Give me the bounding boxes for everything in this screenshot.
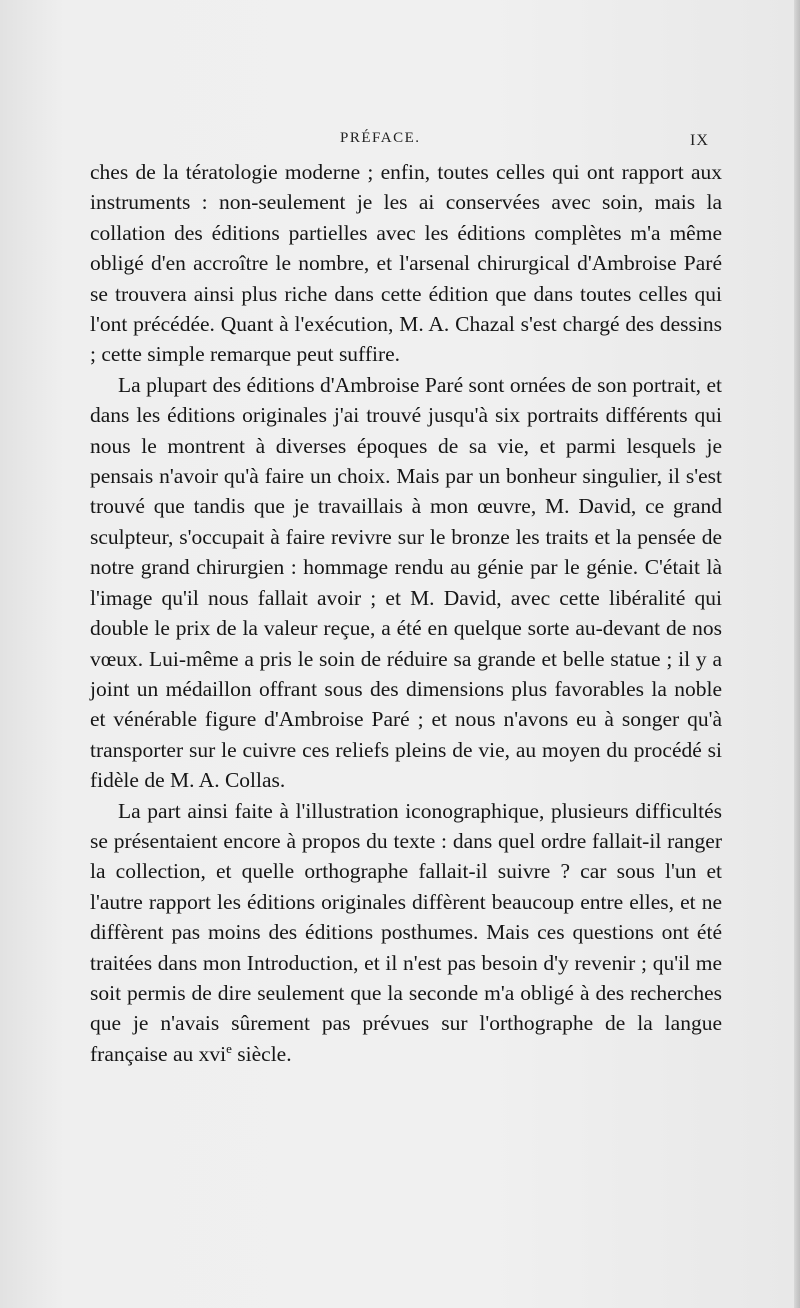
paragraph-3 bbox=[90, 796, 722, 1070]
page-number: IX bbox=[690, 132, 709, 149]
paragraph-1 bbox=[90, 157, 722, 370]
paragraph-2 bbox=[90, 370, 722, 796]
paragraph-1-text: ches de la tératologie moderne ; enfin, toutes celles qui ont rapport aux instruments : non-seulement je les ai conservées avec soin, mais la collation des éditions partielles avec les éditions complètes m'a même obligé d'en accroître le nombre, et l'arsenal chirurgical d'Ambroise Paré se trouvera ainsi plus riche dans cette édition que dans toutes celles qui l'ont précédée. Quant à l'exécution, M. A. Chazal s'est chargé des dessins ; cette simple remarque peut suffire. bbox=[90, 160, 722, 367]
body-text bbox=[90, 157, 722, 1069]
page-edge bbox=[794, 0, 800, 1308]
running-head bbox=[0, 130, 800, 154]
paragraph-3-tail: siècle. bbox=[231, 1041, 292, 1066]
paragraph-2-text: La plupart des éditions d'Ambroise Paré sont ornées de son portrait, et dans les éditions originales j'ai trouvé jusqu'à six portraits différents qui nous le montrent à diverses époques de sa vie, et parmi lesquels je pensais n'avoir qu'à faire un choix. Mais par un bonheur singulier, il s'est trouvé que tandis que je travaillais à mon œuvre, M. David, ce grand sculpteur, s'occupait à faire revivre sur le bronze les traits et la pensée de notre grand chirurgien : hommage rendu au génie par le génie. C'était là l'image qu'il nous fallait avoir ; et M. David, avec cette libéralité qui double le prix de la valeur reçue, a été en quelque sorte au-devant de nos vœux. Lui-même a pris le soin de réduire sa grande et belle statue ; il y a joint un médaillon offrant sous des dimensions plus favorables la noble et vénérable figure d'Ambroise Paré ; et nous n'avons eu à songer qu'à transporter sur le cuivre ces reliefs pleins de vie, au moyen du procédé si fidèle de M. A. Collas. bbox=[90, 372, 722, 793]
paragraph-3-text: La part ainsi faite à l'illustration iconographique, plusieurs difficultés se présentaient encore à propos du texte : dans quel ordre fallait-il ranger la collection, et quelle orthographe fallait-il suivre ? car sous l'un et l'autre rapport les éditions originales diffèrent beaucoup entre elles, et ne diffèrent pas moins des éditions posthumes. Mais ces questions ont été traitées dans mon Introduction, et il n'est pas besoin d'y revenir ; qu'il me soit permis de dire seulement que la seconde m'a obligé à des recherches que je n'avais sûrement pas prévues sur l'orthographe de la langue française au xvi bbox=[90, 798, 722, 1066]
running-title: PRÉFACE. bbox=[340, 130, 421, 146]
century-superscript: e bbox=[226, 1040, 232, 1056]
